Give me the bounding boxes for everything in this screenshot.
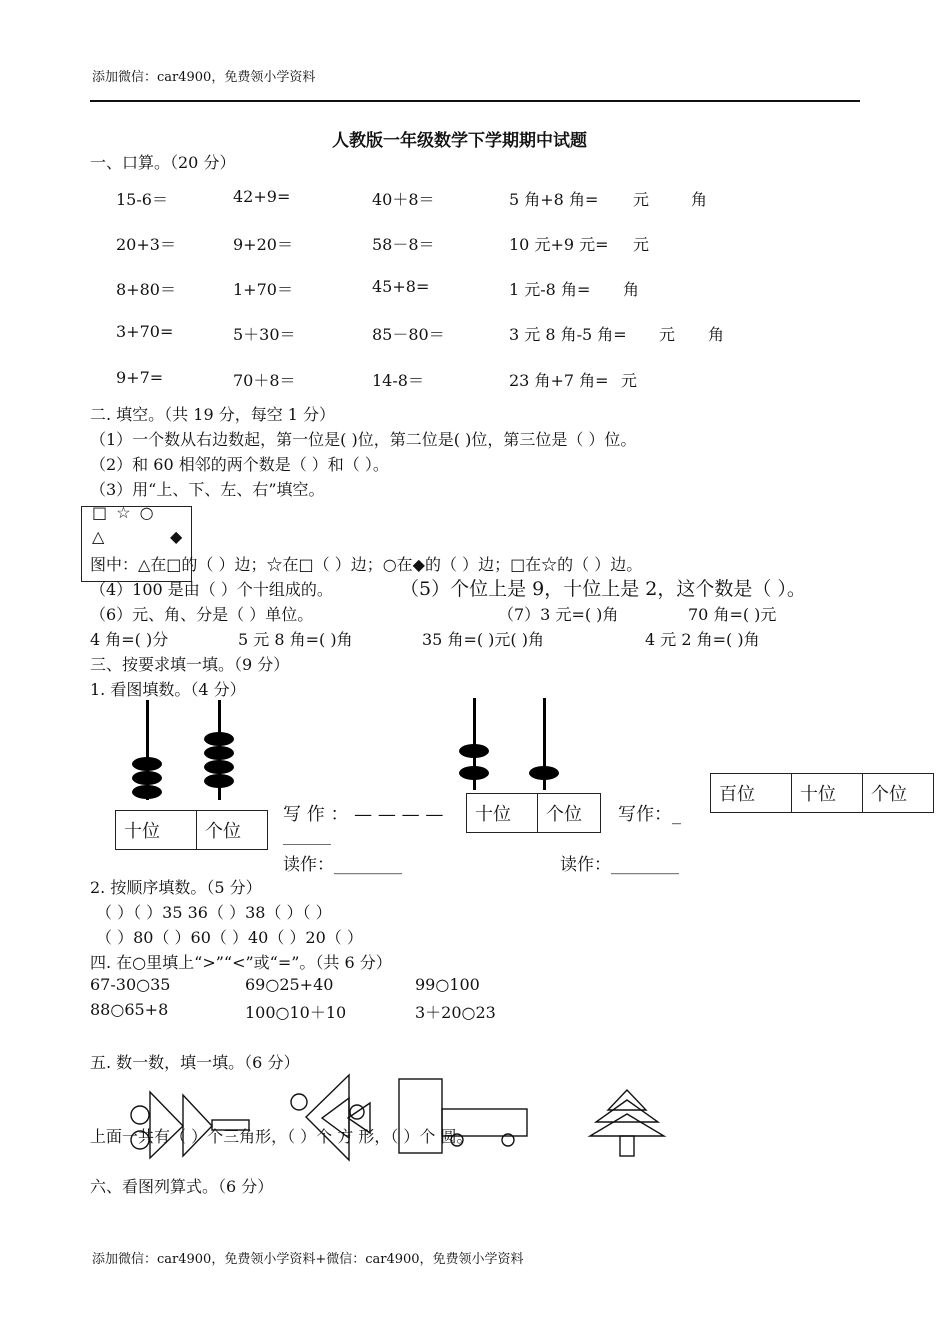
question-4: （4）100 是由（ ）个十组成的。	[90, 580, 333, 599]
section2-heading: 二. 填空。（共 19 分，每空 1 分）	[90, 405, 336, 424]
compare-item: 67-30○35	[90, 975, 171, 994]
unit-label: 角	[691, 190, 708, 209]
question-7f: 4 元 2 角=( )角	[645, 630, 760, 649]
oral-item: 10 元+9 元=	[509, 235, 609, 254]
tens-cell: 十位	[116, 811, 197, 850]
tens-cell: 十位	[467, 794, 538, 833]
ones-cell: 个位	[863, 774, 934, 813]
ones-cell: 个位	[538, 794, 601, 833]
circle-shape	[131, 1106, 149, 1124]
question-7d: 5 元 8 角=( )角	[238, 630, 353, 649]
write-as-1: 写 作 ： — — — —	[283, 804, 444, 825]
section3-heading: 三、按要求填一填。（9 分）	[90, 655, 290, 674]
sequence-2: （ ）80（ ）60（ ）40（ ）20（ ）	[96, 928, 363, 947]
unit-label: 角	[708, 325, 725, 344]
unit-label: 角	[623, 280, 640, 299]
oral-item: 23 角+7 角=	[509, 371, 609, 390]
oral-item: 5 角+8 角=	[509, 190, 599, 209]
compare-item: 88○65+8	[90, 1000, 169, 1019]
section3-sub2: 2. 按顺序填数。（5 分）	[90, 878, 262, 897]
question-7e: 35 角=( )元( )角	[422, 630, 544, 649]
sequence-1: （ ）（ ）35 36（ ）38（ ）（ ）	[96, 903, 332, 922]
question-7a: （7）3 元=( )角	[498, 605, 619, 624]
oral-item: 70＋8＝	[233, 371, 296, 390]
read-as-2: 读作：________	[560, 855, 679, 875]
question-7c: 4 角=( )分	[90, 630, 169, 649]
page-title: 人教版一年级数学下学期期中试题	[332, 131, 587, 151]
rectangle-shape	[620, 1136, 634, 1156]
section6-heading: 六、看图列算式。（6 分）	[90, 1177, 274, 1196]
compare-item: 69○25+40	[245, 975, 334, 994]
triangle-shape	[590, 1114, 664, 1136]
oral-item: 3+70=	[116, 322, 174, 341]
triangle-shape	[306, 1075, 349, 1160]
read-as-1: 读作：________	[283, 855, 402, 875]
oral-item: 5＋30＝	[233, 325, 296, 344]
unit-label: 元	[621, 371, 638, 390]
oral-item: 3 元 8 角-5 角=	[509, 325, 627, 344]
unit-label: 元	[633, 190, 650, 209]
oral-item: 9+7=	[116, 368, 164, 387]
oral-item: 20+3＝	[116, 235, 176, 254]
compare-item: 100○10＋10	[245, 1003, 347, 1022]
oral-item: 14-8＝	[372, 371, 424, 390]
write-as-2: 写作：_	[618, 804, 681, 825]
circle-shape	[291, 1094, 307, 1110]
question-3: （3）用“上、下、左、右”填空。	[90, 480, 325, 499]
ones-cell: 个位	[197, 811, 268, 850]
oral-item: 45+8=	[372, 277, 430, 296]
question-6: （6）元、角、分是（ ）单位。	[90, 605, 314, 624]
oral-item: 42+9=	[233, 187, 291, 206]
oral-item: 85－80＝	[372, 325, 445, 344]
compare-item: 3＋20○23	[415, 1003, 496, 1022]
triangle-shape	[596, 1100, 658, 1122]
unit-label: 元	[633, 235, 650, 254]
oral-item: 8+80＝	[116, 280, 176, 299]
oral-item: 1 元-8 角=	[509, 280, 591, 299]
section4-heading: 四. 在○里填上“>”“<”或“=”。（共 6 分）	[90, 953, 392, 972]
question-1: （1）一个数从右边数起，第一位是( )位，第二位是( )位，第三位是（ ）位。	[90, 430, 637, 449]
diamond-shape: ◆	[170, 527, 183, 546]
section5-heading: 五. 数一数，填一填。（6 分）	[90, 1053, 300, 1072]
oral-item: 40＋8＝	[372, 190, 435, 209]
question-5: （5）个位上是 9，十位上是 2，这个数是（ ）。	[400, 578, 806, 600]
oral-item: 9+20＝	[233, 235, 293, 254]
oral-item: 58－8＝	[372, 235, 435, 254]
oral-item: 15-6＝	[116, 190, 168, 209]
hundreds-cell: 百位	[711, 774, 792, 813]
oral-item: 1+70＝	[233, 280, 293, 299]
section3-sub1: 1. 看图填数。（4 分）	[90, 680, 246, 699]
write-as-1-cont: ______	[283, 826, 331, 845]
tens-cell: 十位	[792, 774, 863, 813]
section1-heading: 一、口算。（20 分）	[90, 153, 236, 172]
question-2: （2）和 60 相邻的两个数是（ ）和（ ）。	[90, 455, 389, 474]
shape-row-1: □ ☆ ○	[92, 503, 156, 522]
triangle-shape: △	[92, 527, 105, 546]
watermark-top: 添加微信：car4900，免费领小学资料	[92, 70, 316, 85]
question-3-fill: 图中：△在□的（ ）边；☆在□（ ）边；○在◆的（ ）边；□在☆的（ ）边。	[90, 555, 643, 574]
unit-label: 元	[659, 325, 676, 344]
compare-item: 99○100	[415, 975, 480, 994]
question-7b: 70 角=( )元	[688, 605, 777, 624]
count-sentence: 上面一共有（ ）个三角形，（ ）个 方 形，（ ）个 圆。	[90, 1127, 473, 1146]
watermark-bottom: 添加微信：car4900，免费领小学资料+微信：car4900，免费领小学资料	[92, 1252, 524, 1267]
